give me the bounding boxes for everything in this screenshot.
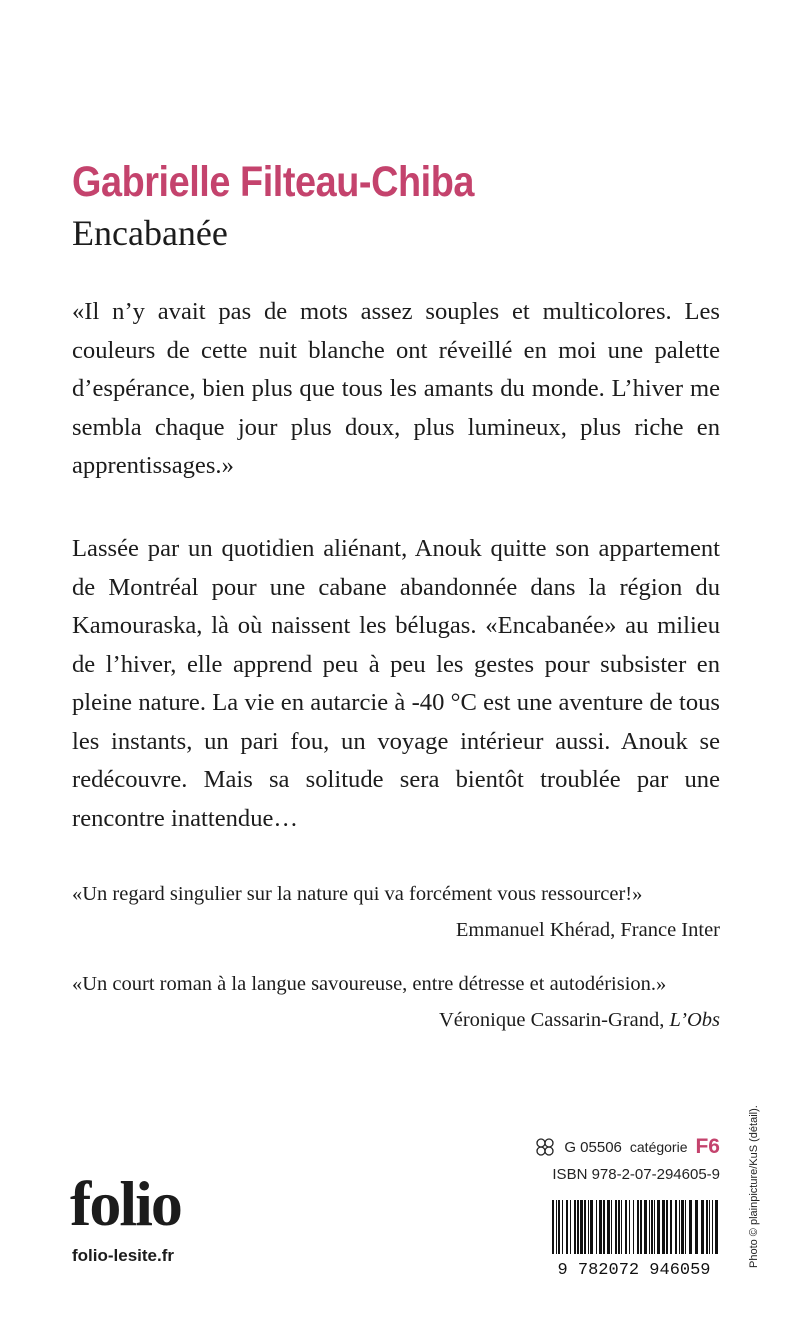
barcode-bar: [654, 1200, 655, 1254]
barcode-bar: [603, 1200, 605, 1254]
barcode-bar: [640, 1200, 642, 1254]
barcode: [548, 1198, 720, 1276]
review-quote: «Un court roman à la langue savoureuse, entre détresse et autodérision.»: [72, 973, 667, 995]
barcode-bar: [584, 1200, 586, 1254]
barcode-bar: [577, 1200, 579, 1254]
barcode-bar: [625, 1200, 627, 1254]
barcode-bar: [596, 1200, 597, 1254]
review-source-name: Emmanuel Khérad, France Inter: [455, 919, 720, 941]
isbn: ISBN 978-2-07-294605-9: [552, 1166, 720, 1183]
barcode-bar: [588, 1200, 589, 1254]
folio-logo: folio: [70, 1168, 181, 1239]
barcode-bar: [621, 1200, 622, 1254]
barcode-bar: [629, 1200, 630, 1254]
barcode-bar: [566, 1200, 568, 1254]
barcode-bar: [715, 1200, 718, 1254]
review-1: [72, 876, 720, 948]
barcode-bar: [574, 1200, 576, 1254]
barcode-bar: [657, 1200, 660, 1254]
barcode-bar: [599, 1200, 602, 1254]
barcode-bar: [611, 1200, 612, 1254]
barcode-bar: [562, 1200, 563, 1254]
book-title: Encabanée: [72, 213, 228, 253]
review-quote: «Un regard singulier sur la nature qui va forcément vous ressourcer!»: [72, 883, 643, 905]
barcode-bar: [709, 1200, 710, 1254]
barcode-bar: [675, 1200, 677, 1254]
barcode-bar: [618, 1200, 620, 1254]
category-label: catégorie: [629, 1139, 688, 1155]
barcode-bar: [651, 1200, 653, 1254]
barcode-bar: [607, 1200, 610, 1254]
barcode-bar: [695, 1200, 698, 1254]
barcode-bar: [679, 1200, 680, 1254]
photo-credit: Photo © plainpicture/KuS (détail).: [748, 1105, 760, 1268]
barcode-bar: [666, 1200, 668, 1254]
barcode-digits: 9 782072 946059: [557, 1261, 711, 1276]
review-source: [72, 1002, 720, 1038]
barcode-bar: [649, 1200, 650, 1254]
publisher-site: folio-lesite.fr: [72, 1246, 175, 1265]
review-source: [72, 912, 720, 948]
barcode-bar: [580, 1200, 583, 1254]
author-name: Gabrielle Filteau-Chiba: [72, 158, 475, 206]
category-code: F6: [695, 1135, 720, 1158]
barcode-bar: [670, 1200, 672, 1254]
barcode-bar: [681, 1200, 684, 1254]
barcode-bar: [570, 1200, 571, 1254]
barcode-bar: [615, 1200, 617, 1254]
summary-paragraph: Lassée par un quotidien aliénant, Anouk quitte son appartement de Montréal pour une cabane abandonnée dans la région du Kamouraska, là où naissent les bélugas. «Encabanée» au milieu de l’hiver, elle apprend peu à peu les gestes pour subsister en pleine nature. La vie en autarcie à -40 °C est une aventure de tous les instants, un pari fou, un voyage intérieur aussi. Anouk se redécouvre. Mais sa solitude sera bientôt troublée par une rencontre inattendue…: [72, 535, 720, 832]
quote-paragraph: «Il n’y avait pas de mots assez souples et multicolores. Les couleurs de cette nuit blanche ont réveillé en moi une palette d’espérance, bien plus que tous les amants du monde. L’hiver me sembla chaque jour plus doux, plus lumineux, plus riche en apprentissages.»: [72, 298, 720, 479]
barcode-bar: [662, 1200, 665, 1254]
barcode-bar: [644, 1200, 647, 1254]
reference-code: G 05506: [564, 1138, 622, 1156]
review-2: [72, 966, 720, 1038]
review-source-name: Véronique Cassarin-Grand,: [438, 1009, 670, 1031]
barcode-bar: [712, 1200, 713, 1254]
barcode-bar: [552, 1200, 554, 1254]
barcode-bar: [689, 1200, 692, 1254]
review-source-publication: L’Obs: [669, 1009, 720, 1031]
barcode-bar: [633, 1200, 634, 1254]
barcode-bar: [706, 1200, 708, 1254]
barcode-bar: [558, 1200, 560, 1254]
folio-mark-icon: [534, 1137, 556, 1157]
barcode-bar: [701, 1200, 704, 1254]
barcode-bar: [685, 1200, 686, 1254]
code-line: [534, 1134, 720, 1160]
barcode-bar: [556, 1200, 557, 1254]
barcode-bar: [590, 1200, 593, 1254]
barcode-bar: [637, 1200, 639, 1254]
